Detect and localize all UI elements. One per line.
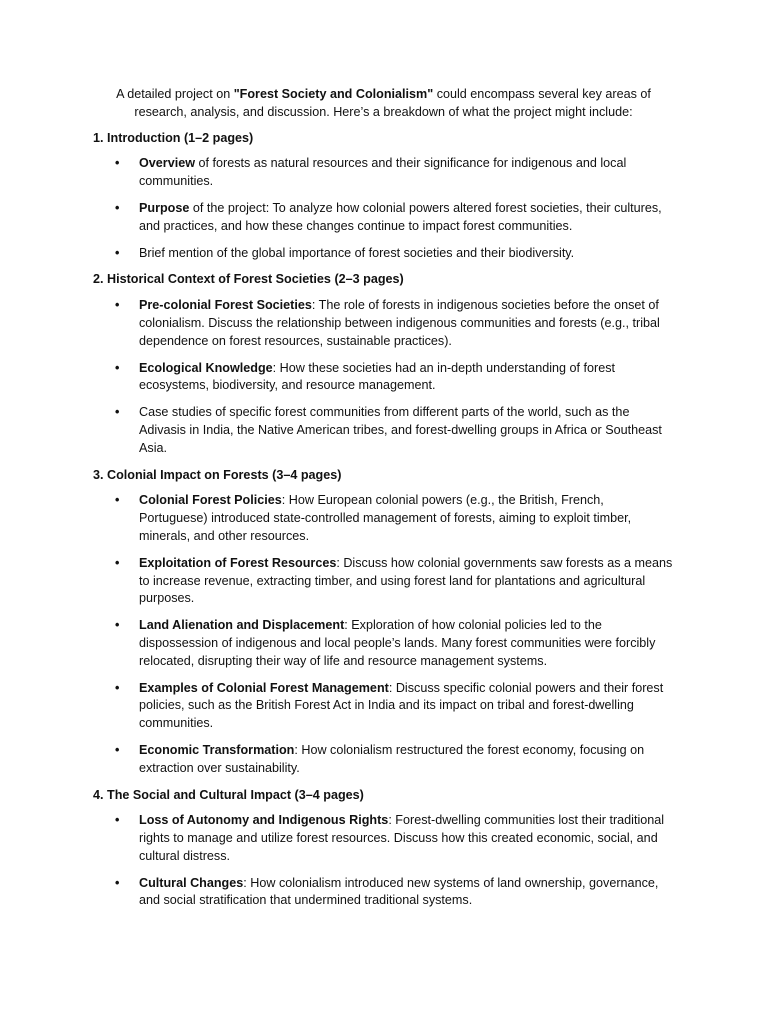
list-item xyxy=(93,360,674,396)
list-item-term: Cultural Changes xyxy=(139,875,244,890)
bullet-icon: • xyxy=(115,493,120,508)
list-item-term: Examples of Colonial Forest Management xyxy=(139,680,389,695)
list-item-term: Colonial Forest Policies xyxy=(139,493,282,508)
list-item-term: Pre-colonial Forest Societies xyxy=(139,298,312,313)
intro-bold-title: "Forest Society and Colonialism" xyxy=(233,87,434,101)
list-item xyxy=(93,404,674,457)
bullet-icon: • xyxy=(115,245,120,260)
bullet-icon: • xyxy=(115,156,120,171)
section xyxy=(93,787,674,911)
list-item-text: : How these societies had an in-depth understanding of forest ecosystems, biodiversity, and resource management. xyxy=(139,360,615,393)
list-item-text: : Forest-dwelling communities lost their traditional rights to manage and utilize forest resources. Discuss how this created economic, social, and cultural distress. xyxy=(139,813,665,863)
list-item xyxy=(93,742,674,778)
section xyxy=(93,467,674,778)
section-heading: 2. Historical Context of Forest Societies (2–3 pages) xyxy=(93,272,404,287)
list-item xyxy=(93,555,674,608)
section xyxy=(93,130,674,263)
list-item-text: : How colonialism restructured the forest economy, focusing on extraction over sustainability. xyxy=(139,742,645,775)
intro-paragraph xyxy=(93,86,674,122)
list-item xyxy=(93,245,674,263)
list-item-text: : Exploration of how colonial policies led to the dispossession of indigenous and local people’s lands. Many forest communities were forcibly relocated, disrupting their way of life and resource management systems. xyxy=(139,618,656,668)
list-item-term: Economic Transformation xyxy=(139,742,295,757)
section xyxy=(93,271,674,457)
list-item-text: : The role of forests in indigenous societies before the onset of colonialism. Discuss the relationship between indigenous communities and forests (e.g., tribal dependence on forest resources, sustainable practices). xyxy=(139,298,660,348)
bullet-icon: • xyxy=(115,405,120,420)
list-item-text: of the project: To analyze how colonial powers altered forest societies, their cultures, and practices, and how these changes continue to impact forest communities. xyxy=(139,200,662,233)
list-item xyxy=(93,680,674,733)
list-item xyxy=(93,617,674,670)
list-item xyxy=(93,875,674,911)
bullet-icon: • xyxy=(115,875,120,890)
list-item-text: Case studies of specific forest communities from different parts of the world, such as the Adivasis in India, the Native American tribes, and forest-dwelling groups in Africa or Southeast Asia. xyxy=(139,405,662,455)
bullet-icon: • xyxy=(115,555,120,570)
intro-text-after: could encompass several key areas of research, analysis, and discussion. Here’s a breakdown of what the project might include: xyxy=(134,87,651,119)
bullet-icon: • xyxy=(115,618,120,633)
list-item xyxy=(93,155,674,191)
section-heading: 1. Introduction (1–2 pages) xyxy=(93,130,254,145)
list-item-text: : Discuss specific colonial powers and their forest policies, such as the British Forest Act in India and its impact on tribal and forest-dwelling communities. xyxy=(139,680,664,731)
bullet-list xyxy=(93,297,674,457)
list-item xyxy=(93,200,674,236)
bullet-list xyxy=(93,812,674,910)
bullet-icon: • xyxy=(115,200,120,215)
list-item-text: : Discuss how colonial governments saw forests as a means to increase revenue, extracting timber, and using forest land for plantations and agricultural purposes. xyxy=(139,555,673,606)
list-item-term: Exploitation of Forest Resources xyxy=(139,555,337,570)
list-item xyxy=(93,812,674,865)
list-item-text: : How European colonial powers (e.g., the British, French, Portuguese) introduced state-controlled management of forests, aiming to exploit timber, minerals, and other resources. xyxy=(139,493,632,543)
list-item-text: Brief mention of the global importance of forest societies and their biodiversity. xyxy=(139,245,575,260)
list-item-term: Ecological Knowledge xyxy=(139,360,273,375)
list-item-text: of forests as natural resources and their significance for indigenous and local communities. xyxy=(139,156,627,189)
list-item xyxy=(93,492,674,545)
list-item-term: Purpose xyxy=(139,200,190,215)
bullet-list xyxy=(93,155,674,262)
sections-container xyxy=(93,130,674,911)
list-item-term: Land Alienation and Displacement xyxy=(139,618,345,633)
list-item-term: Overview xyxy=(139,156,196,171)
list-item xyxy=(93,297,674,350)
section-heading: 4. The Social and Cultural Impact (3–4 pages) xyxy=(93,787,364,802)
bullet-icon: • xyxy=(115,742,120,757)
list-item-text: : How colonialism introduced new systems of land ownership, governance, and social stratification that undermined traditional systems. xyxy=(139,875,659,908)
bullet-icon: • xyxy=(115,298,120,313)
list-item-term: Loss of Autonomy and Indigenous Rights xyxy=(139,813,389,828)
bullet-icon: • xyxy=(115,813,120,828)
section-heading: 3. Colonial Impact on Forests (3–4 pages) xyxy=(93,467,342,482)
bullet-list xyxy=(93,492,674,777)
bullet-icon: • xyxy=(115,360,120,375)
bullet-icon: • xyxy=(115,680,120,695)
intro-text-before: A detailed project on xyxy=(116,87,234,101)
